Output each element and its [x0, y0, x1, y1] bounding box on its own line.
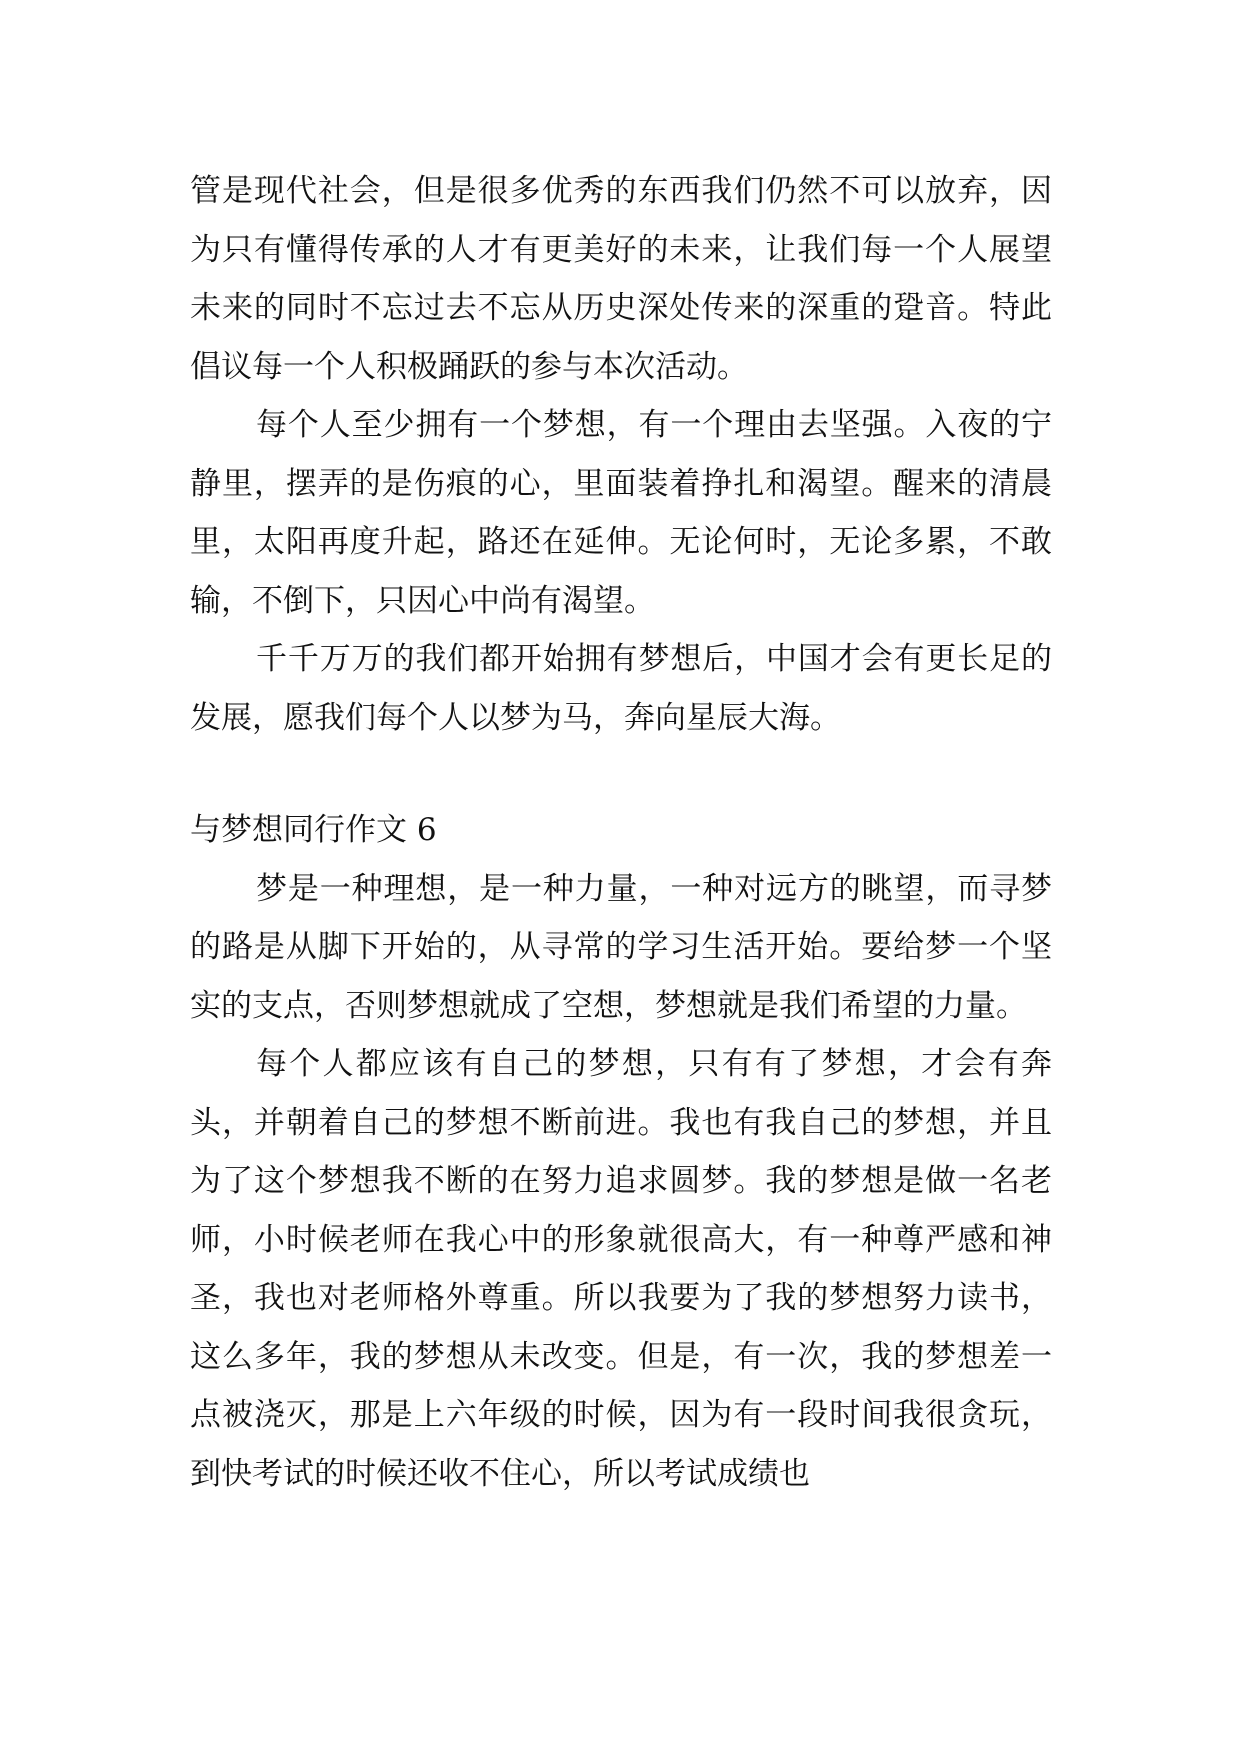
paragraph: 梦是一种理想，是一种力量，一种对远方的眺望，而寻梦的路是从脚下开始的，从寻常的学习生活开始。要给梦一个坚实的支点，否则梦想就成了空想，梦想就是我们希望的力量。	[190, 870, 1052, 1024]
paragraph: 千千万万的我们都开始拥有梦想后，中国才会有更长足的发展，愿我们每个人以梦为马，奔向星辰大海。	[190, 641, 1052, 736]
section-heading: 与梦想同行作文 6	[190, 812, 437, 848]
document-body	[190, 162, 1052, 1503]
paragraph: 每个人都应该有自己的梦想，只有有了梦想，才会有奔头，并朝着自己的梦想不断前进。我也有我自己的梦想，并且为了这个梦想我不断的在努力追求圆梦。我的梦想是做一名老师，小时候老师在我心中的形象就很高大，有一种尊严感和神圣，我也对老师格外尊重。所以我要为了我的梦想努力读书，这么多年，我的梦想从未改变。但是，有一次，我的梦想差一点被浇灭，那是上六年级的时候，因为有一段时间我很贪玩，到快考试的时候还收不住心，所以考试成绩也	[190, 1046, 1052, 1492]
paragraph-continued: 管是现代社会，但是很多优秀的东西我们仍然不可以放弃，因为只有懂得传承的人才有更美好的未来，让我们每一个人展望未来的同时不忘过去不忘从历史深处传来的深重的跫音。特此倡议每一个人积极踊跃的参与本次活动。	[190, 173, 1052, 385]
paragraph: 每个人至少拥有一个梦想，有一个理由去坚强。入夜的宁静里，摆弄的是伤痕的心，里面装着挣扎和渴望。醒来的清晨里，太阳再度升起，路还在延伸。无论何时，无论多累，不敢输，不倒下，只因心中尚有渴望。	[190, 407, 1052, 619]
